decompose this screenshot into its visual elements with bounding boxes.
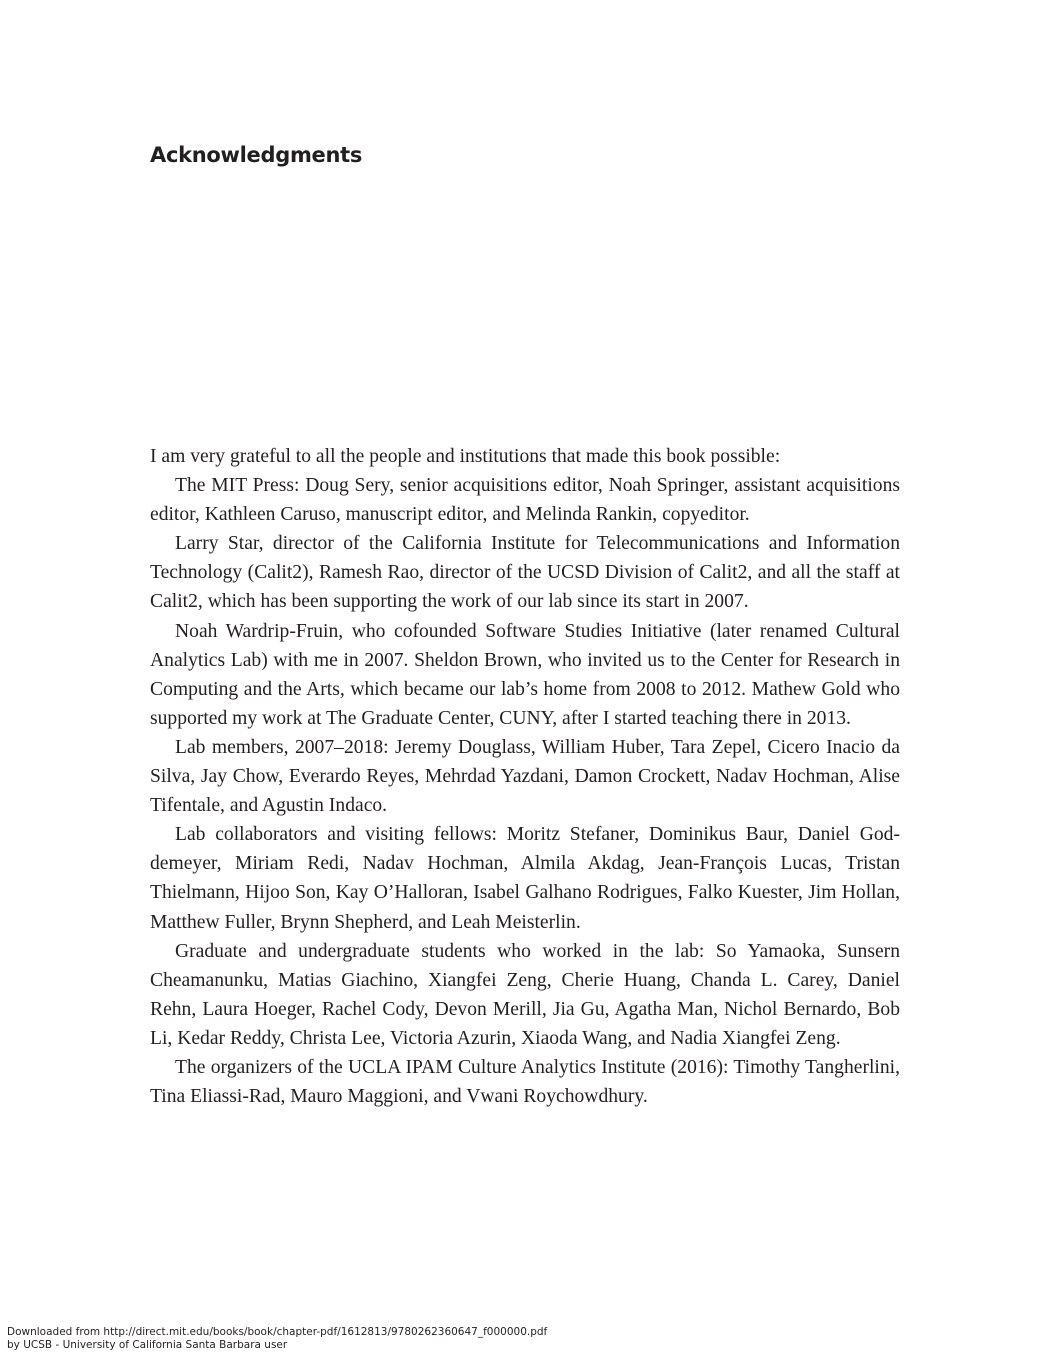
download-user-line: by UCSB - University of California Santa Barbara user — [7, 1339, 288, 1351]
students-paragraph: Graduate and undergraduate students who worked in the lab: So Yamaoka, Sunsern Cheamanunku, Matias Giachino, Xiangfei Zeng, Cherie Huang, Chanda L. Carey, Daniel Rehn, Laura Hoeger, Rachel Cody, Devon Merill, Jia Gu, Agatha Man, Nichol Bernardo, Bob Li, Kedar Reddy, Christa Lee, Victoria Azurin, Xiaoda Wang, and Nadia Xiangfei Zeng. — [150, 940, 900, 1049]
collaborators-paragraph: Lab collaborators and visiting fellows: Moritz Stefaner, Dominikus Baur, Daniel Goddemeyer, Miriam Redi, Nadav Hochman, Almila Akdag, Jean-François Lucas, Tristan Thielmann, Hijoo Son, Kay O’Halloran, Isabel Galhano Rodrigues, Falko Kuester, Jim Hollan, Matthew Fuller, Brynn Shepherd, and Leah Meisterlin. — [150, 824, 900, 933]
mit-press-paragraph: The MIT Press: Doug Sery, senior acquisitions editor, Noah Springer, assistant acquisitions editor, Kathleen Caruso, manuscript editor, and Melinda Rankin, copyeditor. — [150, 475, 900, 526]
download-source-line: Downloaded from http://direct.mit.edu/books/book/chapter-pdf/1612813/9780262360647_f000000.pdf — [7, 1326, 548, 1338]
calit2-paragraph: Larry Star, director of the California Institute for Telecommunications and Information Technology (Calit2), Ramesh Rao, director of the UCSD Division of Calit2, and all the staff at Calit2, which has been supporting the work of our lab since its start in 2007. — [150, 533, 900, 613]
download-footer — [7, 1326, 547, 1352]
lab-members-paragraph: Lab members, 2007–2018: Jeremy Douglass, William Huber, Tara Zepel, Cicero Inacio da Silva, Jay Chow, Everardo Reyes, Mehrdad Yazdani, Damon Crockett, Nadav Hochman, Alise Tifentale, and Agustin Indaco. — [150, 736, 900, 817]
ipam-paragraph: The organizers of the UCLA IPAM Culture Analytics Institute (2016): Timothy Tangherlini, Tina Eliassi-Rad, Mauro Maggioni, and Vwani Roychowdhury. — [150, 1056, 900, 1108]
acknowledgments-body — [150, 442, 900, 1111]
page-title: Acknowledgments — [150, 143, 363, 167]
intro-paragraph: I am very grateful to all the people and institutions that made this book possible: — [150, 446, 781, 467]
cofounders-paragraph: Noah Wardrip-Fruin, who cofounded Software Studies Initiative (later renamed Cultural Analytics Lab) with me in 2007. Sheldon Brown, who invited us to the Center for Research in Computing and the Arts, which became our lab’s home from 2008 to 2012. Mathew Gold who supported my work at The Graduate Center, CUNY, after I started teaching there in 2013. — [150, 620, 900, 729]
